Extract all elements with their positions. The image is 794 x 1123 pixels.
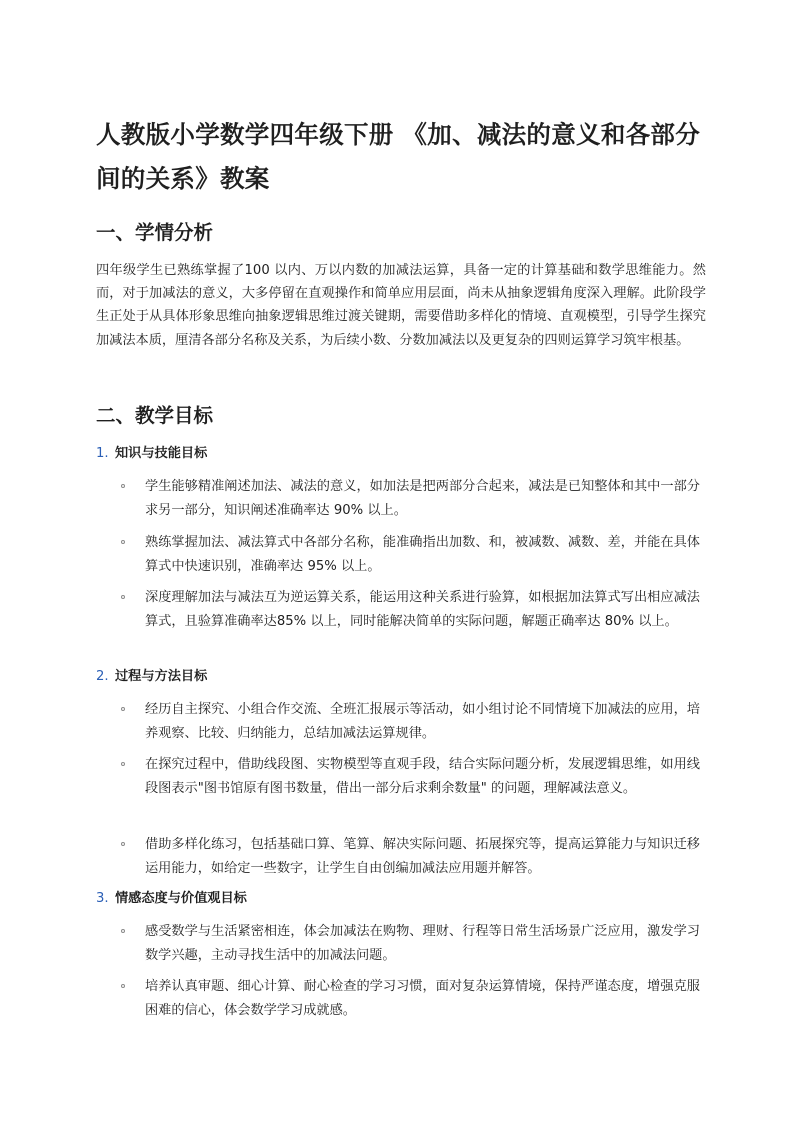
goal-label: 情感态度与价值观目标	[115, 891, 247, 906]
list-item-text: 感受数学与生活紧密相连，体会加减法在购物、理财、行程等日常生活场景广泛应用，激发学习数学兴趣，主动寻找生活中的加减法问题。	[145, 924, 700, 963]
bullet-icon	[121, 595, 125, 599]
bullet-icon	[121, 762, 125, 766]
bullet-icon	[121, 984, 125, 988]
list-item	[120, 833, 700, 881]
goal-heading-attitude	[96, 888, 706, 910]
list-item	[120, 975, 700, 1023]
bullet-icon	[121, 842, 125, 846]
list-item-text: 在探究过程中，借助线段图、实物模型等直观手段，结合实际问题分析，发展逻辑思维，如用线段图表示"图书馆原有图书数量，借出一部分后求剩余数量" 的问题，理解减法意义。	[145, 757, 700, 796]
list-number: 2.	[96, 669, 109, 684]
bullet-icon	[121, 540, 125, 544]
list-item-text: 培养认真审题、细心计算、耐心检查的学习习惯，面对复杂运算情境，保持严谨态度，增强克服困难的信心，体会数学学习成就感。	[145, 979, 700, 1018]
goal-label: 过程与方法目标	[115, 669, 208, 684]
list-number: 3.	[96, 891, 109, 906]
bullet-icon	[121, 484, 125, 488]
goal-heading-knowledge	[96, 443, 706, 465]
goal-label: 知识与技能目标	[115, 446, 208, 461]
section-heading-goals: 二、教学目标	[96, 404, 214, 427]
list-item-text: 学生能够精准阐述加法、减法的意义，如加法是把两部分合起来，减法是已知整体和其中一部分求另一部分，知识阐述准确率达 90% 以上。	[145, 479, 700, 518]
list-item	[120, 586, 700, 634]
list-item-text: 熟练掌握加法、减法算式中各部分名称，能准确指出加数、和，被减数、减数、差，并能在具体算式中快速识别，准确率达 95% 以上。	[145, 535, 700, 574]
list-number: 1.	[96, 446, 109, 461]
bullet-icon	[121, 929, 125, 933]
list-item	[120, 475, 700, 523]
list-item-text: 借助多样化练习，包括基础口算、笔算、解决实际问题、拓展探究等，提高运算能力与知识迁移运用能力，如给定一些数字，让学生自由创编加减法应用题并解答。	[145, 837, 700, 876]
list-item	[120, 698, 700, 746]
section-heading-analysis: 一、学情分析	[96, 221, 214, 244]
list-item-text: 深度理解加法与减法互为逆运算关系，能运用这种关系进行验算，如根据加法算式写出相应减法算式，且验算准确率达85% 以上，同时能解决简单的实际问题，解题正确率达 80% 以上。	[145, 590, 700, 629]
bullet-icon	[121, 707, 125, 711]
list-item-text: 经历自主探究、小组合作交流、全班汇报展示等活动，如小组讨论不同情境下加减法的应用，培养观察、比较、归纳能力，总结加减法运算规律。	[145, 702, 700, 741]
document-title: 人教版小学数学四年级下册 《加、减法的意义和各部分间的关系》教案	[96, 120, 701, 193]
list-item	[120, 753, 700, 801]
list-item	[120, 531, 700, 579]
analysis-paragraph: 四年级学生已熟练掌握了100 以内、万以内数的加减法运算，具备一定的计算基础和数学思维能力。然而，对于加减法的意义，大多停留在直观操作和简单应用层面，尚未从抽象逻辑角度深入理解。此阶段学生正处于从具体形象思维向抽象逻辑思维过渡关键期，需要借助多样化的情境、直观模型，引导学生探究加减法本质，厘清各部分名称及关系，为后续小数、分数加减法以及更复杂的四则运算学习筑牢根基。	[96, 263, 706, 348]
list-item	[120, 920, 700, 968]
goal-heading-process	[96, 666, 706, 688]
